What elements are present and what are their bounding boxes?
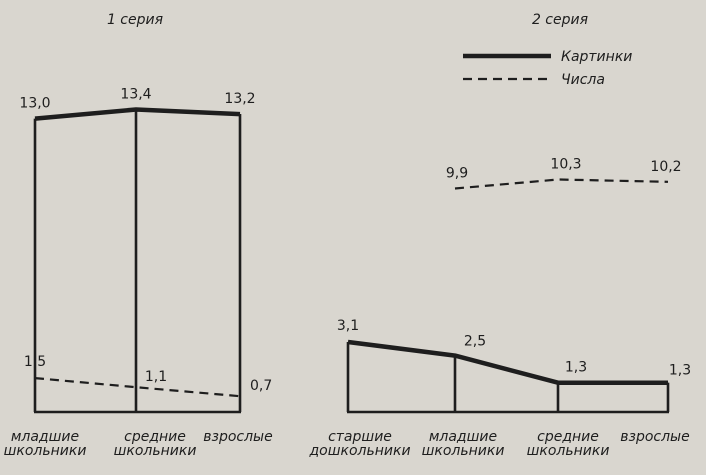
value-label-1-1-1: 13,0 xyxy=(19,95,51,112)
series-line-1-2 xyxy=(35,378,240,396)
panel-title-2: 2 серия xyxy=(531,12,589,28)
series-line-1-1 xyxy=(35,110,240,119)
category-label-2-1-1: старшие xyxy=(328,429,392,445)
category-label-1-2-2: школьники xyxy=(113,443,197,459)
value-label-2-2-2: 9,9 xyxy=(445,165,469,182)
category-label-1-2-1: средние xyxy=(124,429,186,445)
category-label-1-1-1: младшие xyxy=(10,429,80,445)
value-label-2-1-2: 2,5 xyxy=(463,333,487,350)
category-label-2-1-2: дошкольники xyxy=(309,443,411,459)
value-label-2-1-3: 1,3 xyxy=(564,359,588,376)
value-label-1-2-3: 0,7 xyxy=(250,378,273,395)
value-label-1-1-2: 13,4 xyxy=(120,86,152,103)
category-label-2-2-2: школьники xyxy=(421,443,505,459)
category-label-1-3-1: взрослые xyxy=(203,429,273,445)
panel-title-1: 1 серия xyxy=(106,12,164,28)
category-label-2-4-1: взрослые xyxy=(620,429,690,445)
legend-label-1: Картинки xyxy=(561,49,633,65)
value-label-1-2-1: 1,5 xyxy=(23,354,47,371)
category-label-2-3-1: средние xyxy=(537,429,599,445)
value-label-1-1-3: 13,2 xyxy=(224,91,256,108)
legend-label-2: Числа xyxy=(561,72,605,88)
value-label-1-2-2: 1,1 xyxy=(144,369,168,386)
value-label-2-2-3: 10,3 xyxy=(550,156,582,173)
value-label-2-1-4: 1,3 xyxy=(668,362,692,379)
category-label-2-2-1: младшие xyxy=(428,429,498,445)
category-label-1-1-2: школьники xyxy=(3,443,87,459)
series-line-2-2 xyxy=(455,180,668,189)
series-line-2-1 xyxy=(348,342,668,383)
category-label-2-3-2: школьники xyxy=(526,443,610,459)
value-label-2-2-4: 10,2 xyxy=(650,158,682,175)
value-label-2-1-1: 3,1 xyxy=(336,318,360,335)
